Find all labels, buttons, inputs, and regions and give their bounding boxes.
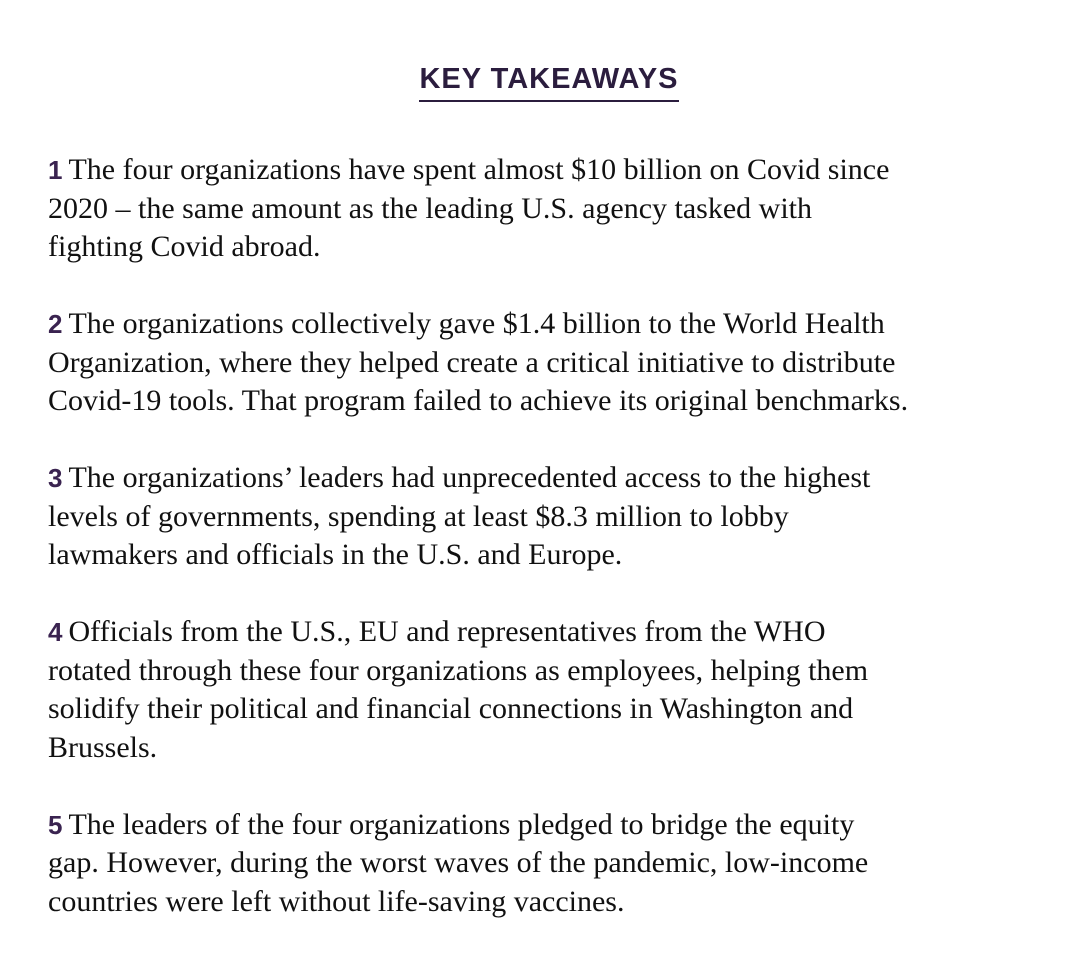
takeaway-text: fighting Covid abroad. (48, 230, 321, 263)
takeaway-line (48, 151, 1068, 190)
takeaway-line (48, 459, 1068, 498)
heading-wrapper (0, 62, 1086, 102)
takeaway-text: 2020 – the same amount as the leading U.S. agency tasked with (48, 191, 812, 225)
takeaway-item-4 (48, 613, 1068, 767)
takeaway-text: gap. However, during the worst waves of the pandemic, low-income (48, 846, 869, 879)
takeaway-text: The four organizations have spent almost $10 billion on Covid since (68, 153, 890, 186)
takeaway-item-1 (48, 151, 1068, 267)
takeaway-text: countries were left without life-saving vaccines. (48, 884, 625, 918)
takeaway-text: The organizations collectively gave $1.4 billion to the World Health (68, 307, 885, 340)
takeaway-number: 1 (48, 155, 63, 185)
takeaway-number: 4 (48, 617, 63, 647)
takeaway-line (48, 305, 1068, 344)
takeaway-text: Covid-19 tools. That program failed to achieve its original benchmarks. (48, 384, 909, 417)
takeaway-item-2 (48, 305, 1068, 421)
takeaway-item-3 (48, 459, 1068, 575)
takeaway-text: Organization, where they helped create a critical initiative to distribute (48, 345, 896, 379)
takeaway-text: lawmakers and officials in the U.S. and Europe. (48, 538, 623, 571)
takeaway-text: The organizations’ leaders had unprecedented access to the highest (68, 461, 871, 494)
takeaway-text: rotated through these four organizations as employees, helping them (48, 653, 869, 687)
takeaway-text: solidify their political and financial connections in Washington and (48, 692, 854, 725)
takeaway-text: Brussels. (48, 730, 158, 764)
page-title: KEY TAKEAWAYS (419, 62, 678, 102)
takeaway-text: levels of governments, spending at least $8.3 million to lobby (48, 499, 789, 533)
takeaway-line (48, 806, 1068, 845)
takeaway-number: 3 (48, 463, 63, 493)
takeaway-line (48, 613, 1068, 652)
takeaway-text: The leaders of the four organizations pledged to bridge the equity (68, 807, 855, 841)
takeaway-number: 5 (48, 809, 63, 840)
takeaway-number: 2 (48, 309, 63, 339)
takeaway-item-5 (48, 806, 1068, 922)
takeaways-list (48, 151, 1068, 960)
takeaway-text: Officials from the U.S., EU and representatives from the WHO (68, 615, 826, 648)
